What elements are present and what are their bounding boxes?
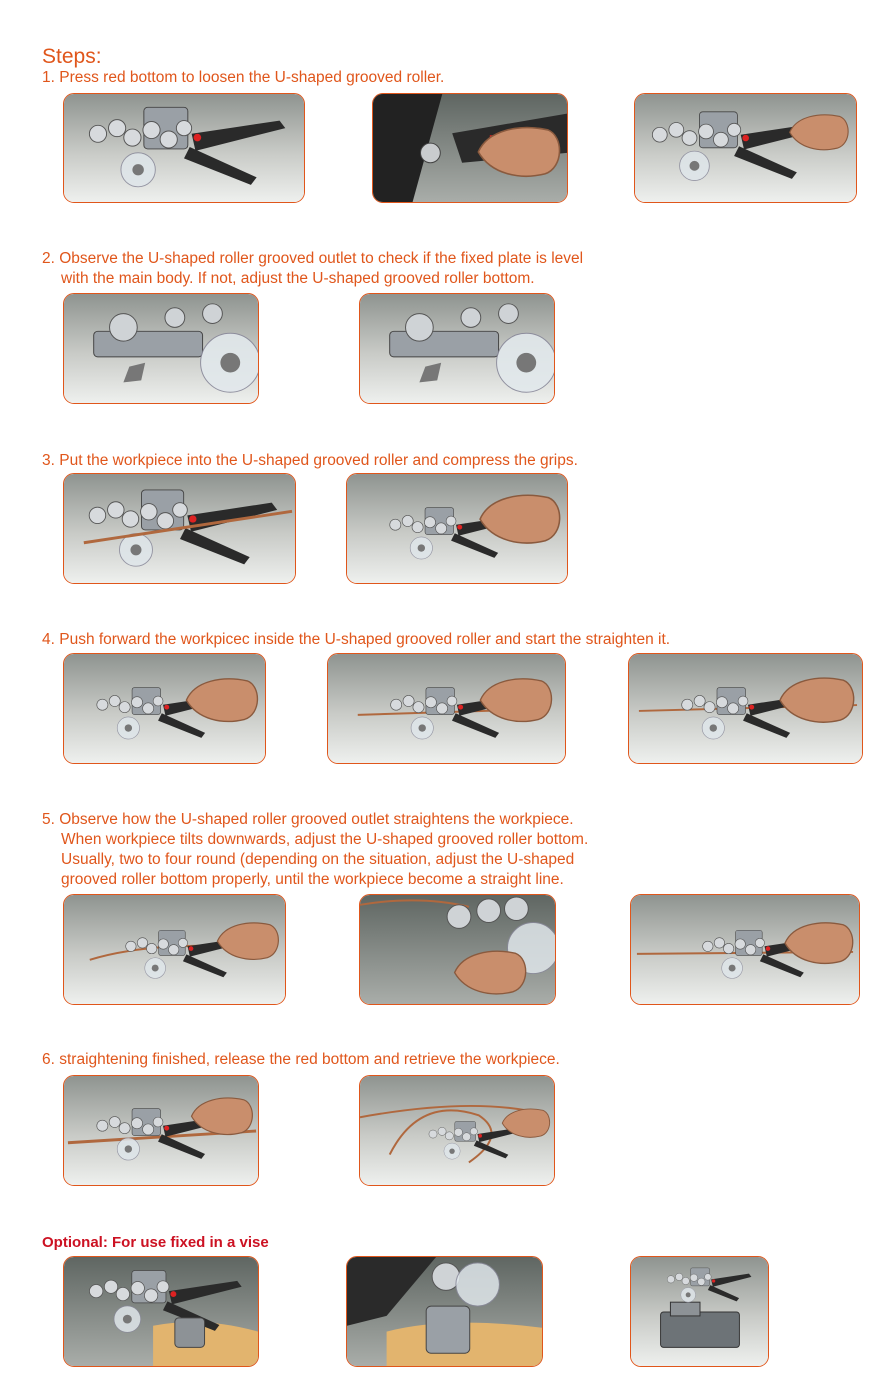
step-6-photo-2	[359, 1075, 555, 1186]
step-3-text	[42, 451, 578, 471]
step-1-photo-3	[634, 93, 857, 203]
step-1-line-1: 1. Press red bottom to loosen the U-shaped grooved roller.	[42, 69, 445, 86]
step-5-line-4: grooved roller bottom properly, until the workpiece become a straight line.	[61, 871, 564, 888]
step-2-text	[42, 249, 583, 289]
step-4-photo-3	[628, 653, 863, 764]
step-5-photo-2	[359, 894, 556, 1005]
step-5-line-2: When workpiece tilts downwards, adjust the U-shaped grooved roller bottom.	[61, 831, 589, 848]
step-3-photo-1	[63, 473, 296, 584]
step-3-line-1: 3. Put the workpiece into the U-shaped grooved roller and compress the grips.	[42, 452, 578, 469]
step-1-text	[42, 68, 444, 88]
optional-photo-2	[346, 1256, 543, 1367]
step-3-photo-2	[346, 473, 568, 584]
step-6-text	[42, 1050, 560, 1070]
step-1-photo-2	[372, 93, 568, 203]
optional-photo-1	[63, 1256, 259, 1367]
step-4-text	[42, 630, 670, 650]
optional-vise-heading: Optional: For use fixed in a vise	[42, 1234, 269, 1251]
step-4-photo-1	[63, 653, 266, 764]
steps-heading: Steps:	[42, 45, 102, 68]
step-5-photo-1	[63, 894, 286, 1005]
step-2-line-2: with the main body. If not, adjust the U-shaped grooved roller bottom.	[61, 270, 535, 287]
optional-photo-3	[630, 1256, 769, 1367]
step-2-line-1: 2. Observe the U-shaped roller grooved outlet to check if the fixed plate is level	[42, 250, 584, 267]
step-5-line-1: 5. Observe how the U-shaped roller grooved outlet straightens the workpiece.	[42, 811, 574, 828]
step-2-photo-1	[63, 293, 259, 404]
step-6-line-1: 6. straightening finished, release the red bottom and retrieve the workpiece.	[42, 1051, 560, 1068]
step-5-line-3: Usually, two to four round (depending on the situation, adjust the U-shaped	[61, 851, 575, 868]
step-2-photo-2	[359, 293, 555, 404]
step-4-line-1: 4. Push forward the workpicec inside the U-shaped grooved roller and start the straighten it.	[42, 631, 671, 648]
step-6-photo-1	[63, 1075, 259, 1186]
step-1-photo-1	[63, 93, 305, 203]
step-5-text	[42, 810, 588, 890]
step-5-photo-3	[630, 894, 860, 1005]
step-4-photo-2	[327, 653, 566, 764]
